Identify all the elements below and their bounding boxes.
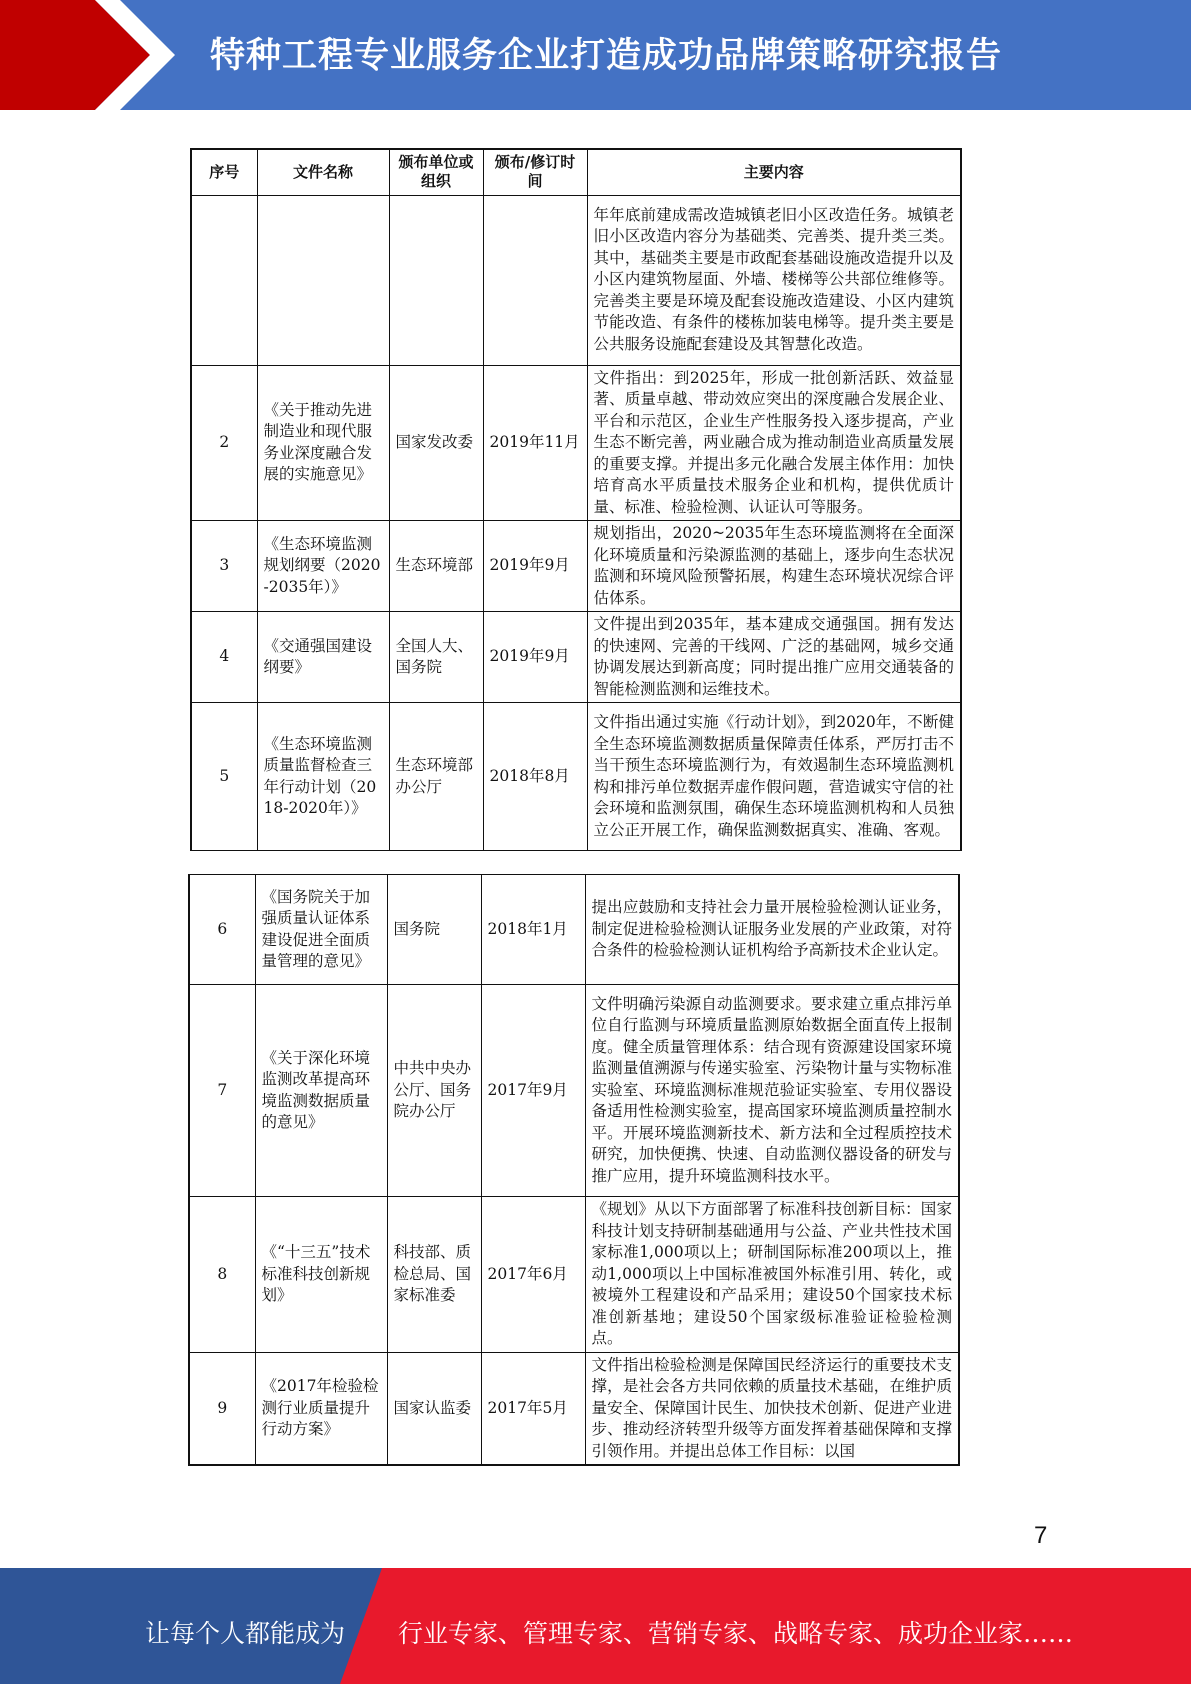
row-doc-name: 《生态环境监测规划纲要（2020-2035年）》 (257, 521, 389, 612)
table-row (191, 612, 961, 703)
page-header (0, 0, 1191, 110)
row-no: 8 (189, 1197, 255, 1353)
row-doc-name: 《生态环境监测质量监督检查三年行动计划（2018-2020年）》 (257, 703, 389, 851)
table-header-row (191, 149, 961, 195)
col-header-date: 颁布/修订时间 (483, 149, 587, 195)
report-title: 特种工程专业服务企业打造成功品牌策略研究报告 (210, 36, 1003, 76)
row-content: 年年底前建成需改造城镇老旧小区改造任务。城镇老旧小区改造内容分为基础类、完善类、提升类三类。其中，基础类主要是市政配套基础设施改造提升以及小区内建筑物屋面、外墙、楼梯等公共部位维修等。完善类主要是环境及配套设施改造建设、小区内建筑节能改造、有条件的楼栋加装电梯等。提升类主要是公共服务设施配套建设及其智慧化改造。 (587, 195, 961, 365)
row-issuer: 国家发改委 (389, 365, 483, 521)
col-header-issuer: 颁布单位或组织 (389, 149, 483, 195)
row-no: 5 (191, 703, 257, 851)
table-row (191, 365, 961, 521)
table-row (189, 875, 959, 985)
row-date: 2019年9月 (483, 612, 587, 703)
row-doc-name (257, 195, 389, 365)
row-content: 文件指出通过实施《行动计划》，到2020年，不断健全生态环境监测数据质量保障责任体系，严厉打击不当干预生态环境监测行为，有效遏制生态环境监测机构和排污单位数据弄虚作假问题，营造诚实守信的社会环境和监测氛围，确保生态环境监测机构和人员独立公正开展工作，确保监测数据真实、准确、客观。 (587, 703, 961, 851)
row-content: 文件明确污染源自动监测要求。要求建立重点排污单位自行监测与环境质量监测原始数据全面直传上报制度。健全质量管理体系：结合现有资源建设国家环境监测量值溯源与传递实验室、污染物计量与实物标准实验室、环境监测标准规范验证实验室、专用仪器设备适用性检测实验室，提高国家环境监测质量控制水平。开展环境监测新技术、新方法和全过程质控技术研究，加快便携、快速、自动监测仪器设备的研发与推广应用，提升环境监测科技水平。 (585, 985, 959, 1197)
row-date: 2018年1月 (481, 875, 585, 985)
table-row (191, 195, 961, 365)
row-content: 文件提出到2035年，基本建成交通强国。拥有发达的快速网、完善的干线网、广泛的基础网，城乡交通协调发展达到新高度；同时提出推广应用交通装备的智能检测监测和运维技术。 (587, 612, 961, 703)
row-issuer: 中共中央办公厅、国务院办公厅 (387, 985, 481, 1197)
row-no (191, 195, 257, 365)
row-issuer: 生态环境部 (389, 521, 483, 612)
row-issuer: 全国人大、国务院 (389, 612, 483, 703)
policy-table-part1 (190, 148, 962, 851)
row-no: 7 (189, 985, 255, 1197)
row-date: 2019年11月 (483, 365, 587, 521)
page-footer (0, 1568, 1191, 1684)
row-date: 2017年6月 (481, 1197, 585, 1353)
table-row (191, 703, 961, 851)
page-number: 7 (1034, 1522, 1048, 1549)
row-doc-name: 《关于推动先进制造业和现代服务业深度融合发展的实施意见》 (257, 365, 389, 521)
row-issuer (389, 195, 483, 365)
row-doc-name: 《交通强国建设纲要》 (257, 612, 389, 703)
row-content: 文件指出检验检测是保障国民经济运行的重要技术支撑，是社会各方共同依赖的质量技术基础，在维护质量安全、保障国计民生、加快技术创新、促进产业进步、推动经济转型升级等方面发挥着基础保障和支撑引领作用。并提出总体工作目标：以国 (585, 1352, 959, 1465)
row-content: 规划指出，2020~2035年生态环境监测将在全面深化环境质量和污染源监测的基础上，逐步向生态状况监测和环境风险预警拓展，构建生态环境状况综合评估体系。 (587, 521, 961, 612)
row-doc-name: 《关于深化环境监测改革提高环境监测数据质量的意见》 (255, 985, 387, 1197)
row-issuer: 科技部、质检总局、国家标准委 (387, 1197, 481, 1353)
row-doc-name: 《“十三五”技术标准科技创新规划》 (255, 1197, 387, 1353)
row-content: 提出应鼓励和支持社会力量开展检验检测认证业务，制定促进检验检测认证服务业发展的产业政策，对符合条件的检验检测认证机构给予高新技术企业认定。 (585, 875, 959, 985)
row-doc-name: 《国务院关于加强质量认证体系建设促进全面质量管理的意见》 (255, 875, 387, 985)
row-date: 2017年9月 (481, 985, 585, 1197)
table-row (189, 1197, 959, 1353)
row-date (483, 195, 587, 365)
footer-slogan-right: 行业专家、管理专家、营销专家、战略专家、成功企业家…… (398, 1619, 1074, 1648)
row-date: 2017年5月 (481, 1352, 585, 1465)
row-issuer: 国务院 (387, 875, 481, 985)
table-row (189, 985, 959, 1197)
table-row (191, 521, 961, 612)
footer-slogan-left: 让每个人都能成为 (145, 1619, 346, 1648)
row-no: 2 (191, 365, 257, 521)
table-row (189, 1352, 959, 1465)
row-content: 文件指出：到2025年，形成一批创新活跃、效益显著、质量卓越、带动效应突出的深度融合发展企业、平台和示范区，企业生产性服务投入逐步提高，产业生态不断完善，两业融合成为推动制造业高质量发展的重要支撑。并提出多元化融合发展主体作用：加快培育高水平质量技术服务企业和机构，提供优质计量、标准、检验检测、认证认可等服务。 (587, 365, 961, 521)
row-issuer: 生态环境部办公厅 (389, 703, 483, 851)
col-header-no: 序号 (191, 149, 257, 195)
row-content: 《规划》从以下方面部署了标准科技创新目标：国家科技计划支持研制基础通用与公益、产业共性技术国家标准1,000项以上；研制国际标准200项以上，推动1,000项以上中国标准被国外标准引用、转化，或被境外工程建设和产品采用；建设50个国家技术标准创新基地；建设50个国家级标准验证检验检测点。 (585, 1197, 959, 1353)
col-header-content: 主要内容 (587, 149, 961, 195)
row-date: 2018年8月 (483, 703, 587, 851)
row-no: 6 (189, 875, 255, 985)
col-header-name: 文件名称 (257, 149, 389, 195)
row-issuer: 国家认监委 (387, 1352, 481, 1465)
row-no: 9 (189, 1352, 255, 1465)
policy-table-part2 (188, 874, 960, 1466)
row-no: 3 (191, 521, 257, 612)
row-doc-name: 《2017年检验检测行业质量提升行动方案》 (255, 1352, 387, 1465)
row-date: 2019年9月 (483, 521, 587, 612)
row-no: 4 (191, 612, 257, 703)
